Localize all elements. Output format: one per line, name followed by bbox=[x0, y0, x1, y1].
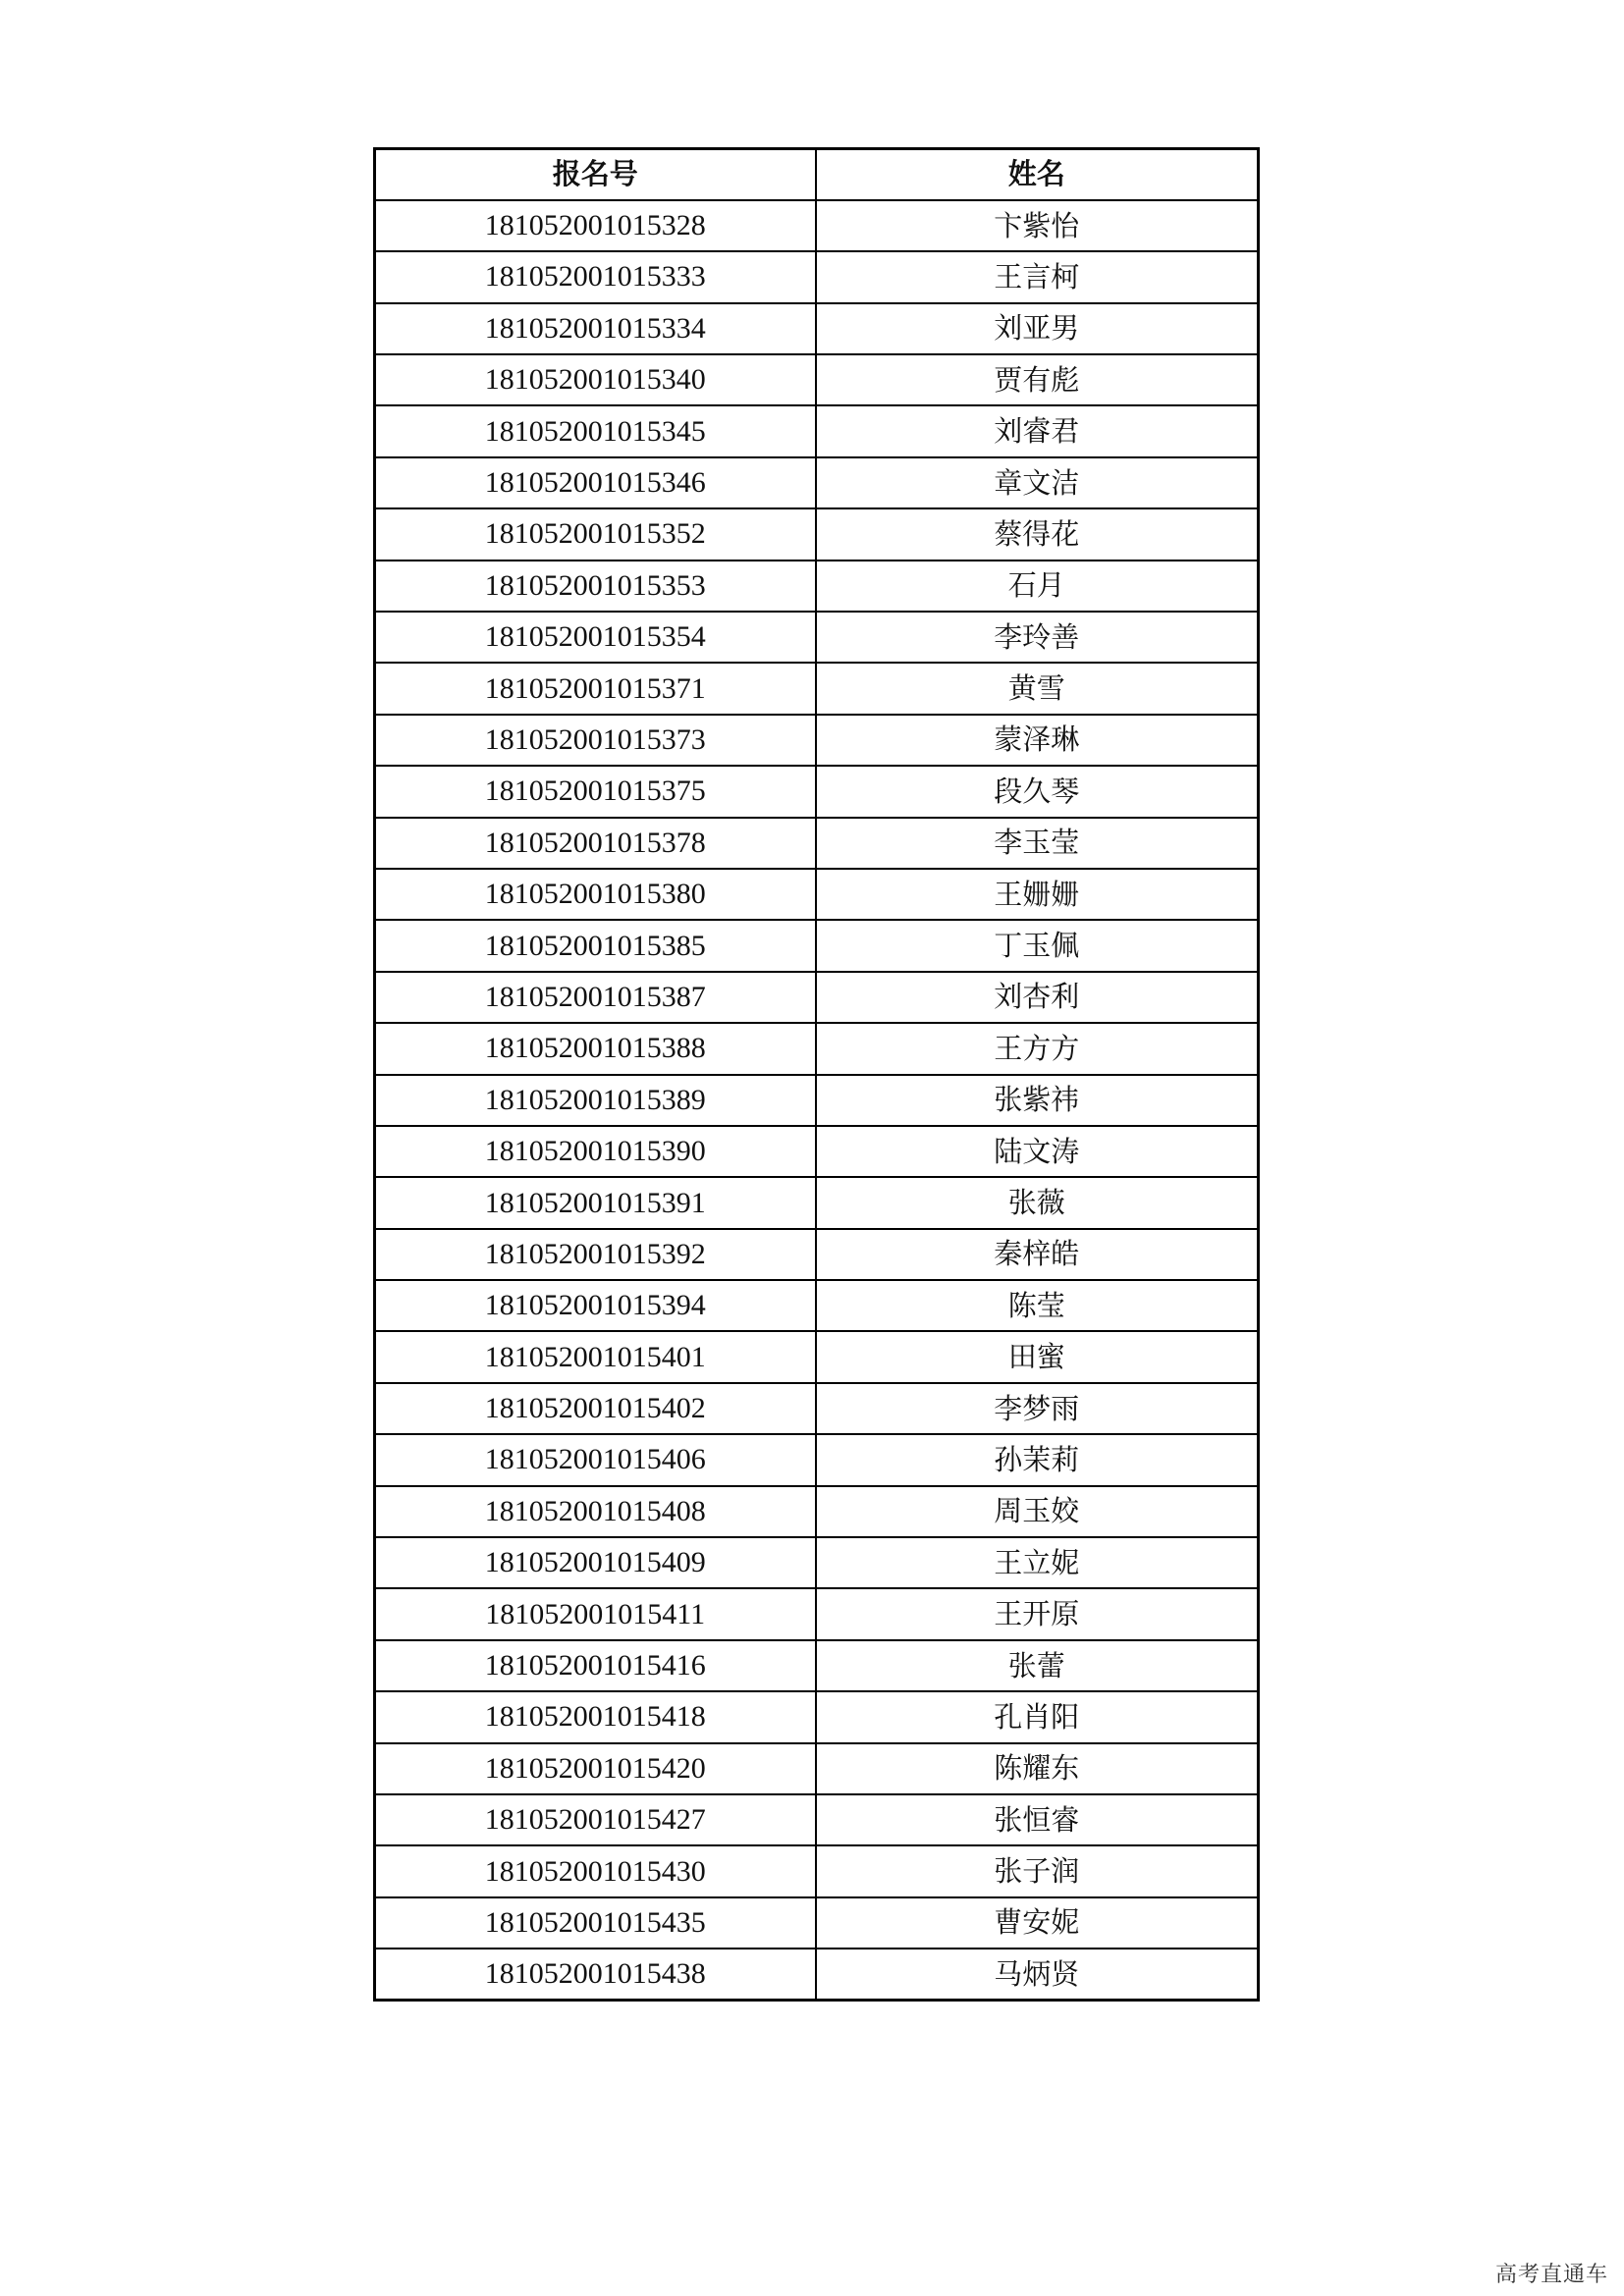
name-cell: 李玲善 bbox=[816, 612, 1259, 663]
name-cell: 卞紫怡 bbox=[816, 200, 1259, 251]
table-row bbox=[375, 1691, 1259, 1742]
registration-number-cell: 181052001015389 bbox=[375, 1075, 816, 1126]
registration-number-cell: 181052001015392 bbox=[375, 1229, 816, 1280]
name-cell: 孔肖阳 bbox=[816, 1691, 1259, 1742]
table-row bbox=[375, 1588, 1259, 1639]
name-cell: 丁玉佩 bbox=[816, 920, 1259, 971]
registration-number-cell: 181052001015354 bbox=[375, 612, 816, 663]
name-cell: 贾有彪 bbox=[816, 354, 1259, 405]
registration-number-cell: 181052001015408 bbox=[375, 1486, 816, 1537]
name-cell: 陆文涛 bbox=[816, 1126, 1259, 1177]
registration-number-cell: 181052001015345 bbox=[375, 405, 816, 456]
table-row bbox=[375, 1897, 1259, 1949]
name-cell: 蒙泽琳 bbox=[816, 715, 1259, 766]
name-cell: 段久琴 bbox=[816, 766, 1259, 817]
name-cell: 张紫祎 bbox=[816, 1075, 1259, 1126]
registration-number-cell: 181052001015371 bbox=[375, 663, 816, 714]
registration-number-cell: 181052001015387 bbox=[375, 972, 816, 1023]
table-row bbox=[375, 663, 1259, 714]
table-row bbox=[375, 612, 1259, 663]
table-row bbox=[375, 972, 1259, 1023]
name-cell: 张恒睿 bbox=[816, 1794, 1259, 1845]
registration-number-cell: 181052001015394 bbox=[375, 1280, 816, 1331]
table-row bbox=[375, 405, 1259, 456]
name-cell: 张子润 bbox=[816, 1845, 1259, 1896]
name-cell: 李梦雨 bbox=[816, 1383, 1259, 1434]
registration-number-cell: 181052001015390 bbox=[375, 1126, 816, 1177]
name-cell: 王方方 bbox=[816, 1023, 1259, 1074]
name-cell: 王立妮 bbox=[816, 1537, 1259, 1588]
table-row bbox=[375, 200, 1259, 251]
name-cell: 曹安妮 bbox=[816, 1897, 1259, 1949]
name-cell: 章文洁 bbox=[816, 457, 1259, 508]
registration-number-cell: 181052001015380 bbox=[375, 869, 816, 920]
name-cell: 秦梓皓 bbox=[816, 1229, 1259, 1280]
name-cell: 孙茉莉 bbox=[816, 1434, 1259, 1485]
name-cell: 张薇 bbox=[816, 1177, 1259, 1228]
name-cell: 刘杏利 bbox=[816, 972, 1259, 1023]
name-cell: 周玉姣 bbox=[816, 1486, 1259, 1537]
registration-number-cell: 181052001015378 bbox=[375, 818, 816, 869]
table-row bbox=[375, 1383, 1259, 1434]
table-row bbox=[375, 1280, 1259, 1331]
name-cell: 田蜜 bbox=[816, 1331, 1259, 1382]
column-header-name: 姓名 bbox=[816, 149, 1259, 200]
registration-number-cell: 181052001015391 bbox=[375, 1177, 816, 1228]
registration-number-cell: 181052001015340 bbox=[375, 354, 816, 405]
registration-number-cell: 181052001015385 bbox=[375, 920, 816, 971]
header-row bbox=[375, 149, 1259, 200]
table-row bbox=[375, 715, 1259, 766]
registration-number-cell: 181052001015328 bbox=[375, 200, 816, 251]
registration-number-cell: 181052001015352 bbox=[375, 508, 816, 560]
table-row bbox=[375, 1177, 1259, 1228]
table-header bbox=[375, 149, 1259, 200]
table-row bbox=[375, 766, 1259, 817]
name-cell: 张蕾 bbox=[816, 1640, 1259, 1691]
name-cell: 蔡得花 bbox=[816, 508, 1259, 560]
registration-number-cell: 181052001015375 bbox=[375, 766, 816, 817]
name-cell: 陈耀东 bbox=[816, 1743, 1259, 1794]
name-cell: 李玉莹 bbox=[816, 818, 1259, 869]
table-row bbox=[375, 561, 1259, 612]
table-row bbox=[375, 251, 1259, 302]
table-row bbox=[375, 354, 1259, 405]
column-header-registration-number: 报名号 bbox=[375, 149, 816, 200]
table-row bbox=[375, 1126, 1259, 1177]
table-row bbox=[375, 920, 1259, 971]
table-row bbox=[375, 1845, 1259, 1896]
table-row bbox=[375, 869, 1259, 920]
table-row bbox=[375, 1486, 1259, 1537]
registration-number-cell: 181052001015353 bbox=[375, 561, 816, 612]
name-cell: 王开原 bbox=[816, 1588, 1259, 1639]
registration-number-cell: 181052001015409 bbox=[375, 1537, 816, 1588]
table-row bbox=[375, 1743, 1259, 1794]
registration-number-cell: 181052001015435 bbox=[375, 1897, 816, 1949]
table-row bbox=[375, 1640, 1259, 1691]
registration-number-cell: 181052001015401 bbox=[375, 1331, 816, 1382]
watermark-text: 高考直通车 bbox=[1494, 2263, 1608, 2287]
table-row bbox=[375, 1075, 1259, 1126]
table-row bbox=[375, 1434, 1259, 1485]
table-row bbox=[375, 1949, 1259, 2000]
table-row bbox=[375, 1229, 1259, 1280]
registration-number-cell: 181052001015373 bbox=[375, 715, 816, 766]
name-cell: 王姗姗 bbox=[816, 869, 1259, 920]
table-row bbox=[375, 457, 1259, 508]
registration-number-cell: 181052001015438 bbox=[375, 1949, 816, 2000]
admission-list-table bbox=[373, 147, 1260, 2002]
name-cell: 刘睿君 bbox=[816, 405, 1259, 456]
table-row bbox=[375, 1331, 1259, 1382]
registration-number-cell: 181052001015333 bbox=[375, 251, 816, 302]
name-cell: 石月 bbox=[816, 561, 1259, 612]
table-row bbox=[375, 1023, 1259, 1074]
name-cell: 王言柯 bbox=[816, 251, 1259, 302]
table-row bbox=[375, 508, 1259, 560]
registration-number-cell: 181052001015346 bbox=[375, 457, 816, 508]
table-row bbox=[375, 818, 1259, 869]
registration-number-cell: 181052001015420 bbox=[375, 1743, 816, 1794]
name-cell: 刘亚男 bbox=[816, 303, 1259, 354]
table-row bbox=[375, 303, 1259, 354]
registration-number-cell: 181052001015416 bbox=[375, 1640, 816, 1691]
table-body bbox=[375, 200, 1259, 2001]
registration-number-cell: 181052001015406 bbox=[375, 1434, 816, 1485]
registration-number-cell: 181052001015430 bbox=[375, 1845, 816, 1896]
name-cell: 马炳贤 bbox=[816, 1949, 1259, 2000]
registration-number-cell: 181052001015418 bbox=[375, 1691, 816, 1742]
registration-number-cell: 181052001015411 bbox=[375, 1588, 816, 1639]
registration-number-cell: 181052001015427 bbox=[375, 1794, 816, 1845]
registration-number-cell: 181052001015402 bbox=[375, 1383, 816, 1434]
registration-number-cell: 181052001015388 bbox=[375, 1023, 816, 1074]
table-row bbox=[375, 1794, 1259, 1845]
table-row bbox=[375, 1537, 1259, 1588]
registration-number-cell: 181052001015334 bbox=[375, 303, 816, 354]
name-cell: 陈莹 bbox=[816, 1280, 1259, 1331]
name-cell: 黄雪 bbox=[816, 663, 1259, 714]
